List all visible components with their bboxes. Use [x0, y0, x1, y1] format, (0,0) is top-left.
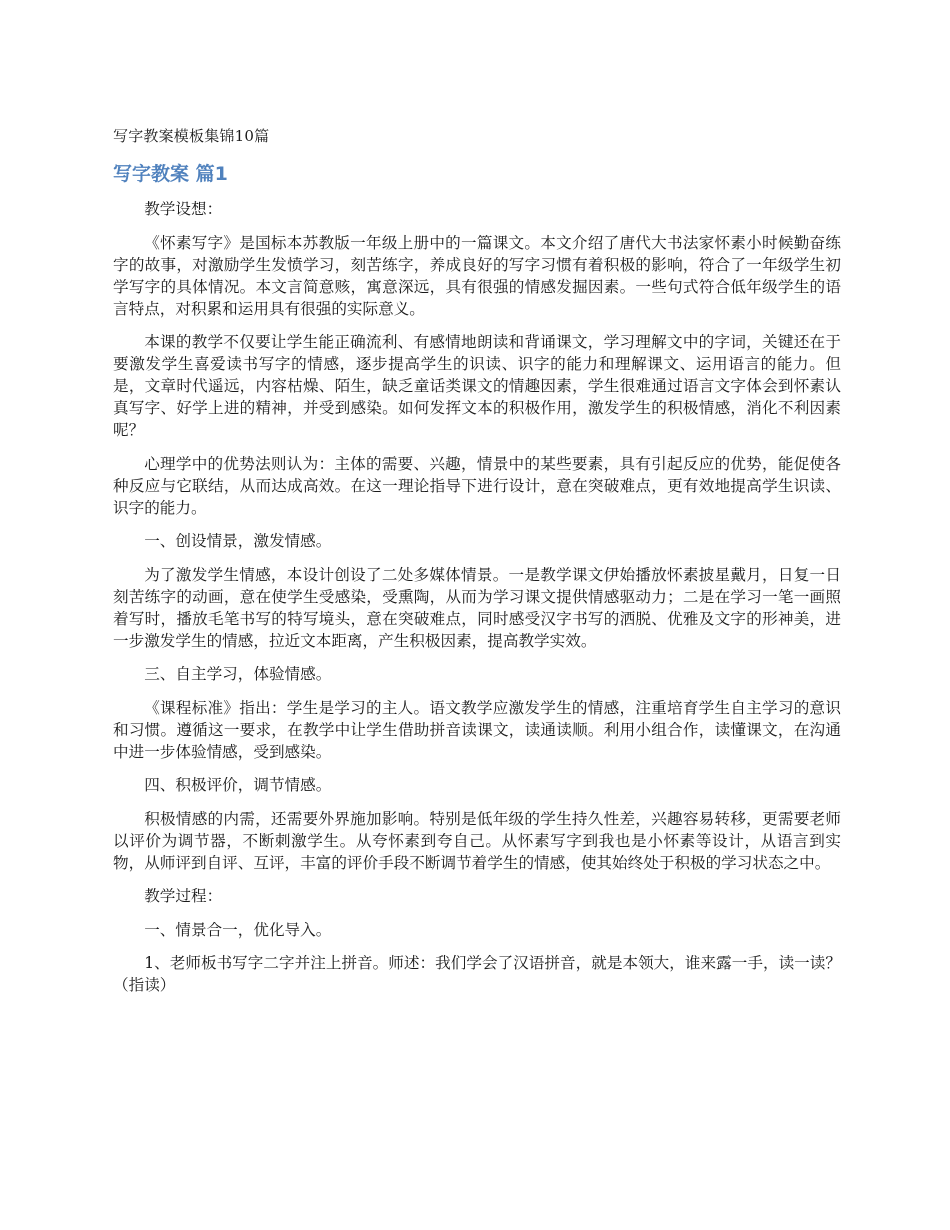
- paragraph-teaching-idea-label: 教学设想：: [144, 200, 223, 218]
- paragraph-intro: 《怀素写字》是国标本苏教版一年级上册中的一篇课文。本文介绍了唐代大书法家怀素小时候勤奋练字的故事，对激励学生发愤学习，刻苦练字，养成良好的写字习惯有着积极的影响，符合了一年级学生初学写字的具体情况。本文言简意赅，寓意深远，具有很强的情感发掘因素。一些句式符合低年级学生的语言特点，对积累和运用具有很强的实际意义。: [113, 233, 841, 318]
- paragraph-teaching-goal: 本课的教学不仅要让学生能正确流利、有感情地朗读和背诵课文，学习理解文中的字词，关键还在于要激发学生喜爱读书写字的情感，逐步提高学生的识读、识字的能力和理解课文、运用语言的能力。但是，文章时代遥远，内容枯燥、陌生，缺乏童话类课文的情趣因素，学生很难通过语言文字体会到怀素认真写字、好学上进的精神，并受到感染。如何发挥文本的积极作用，激发学生的积极情感，消化不利因素呢？: [113, 333, 841, 439]
- paragraph-curriculum: 《课程标准》指出：学生是学习的主人。语文教学应激发学生的情感，注重培育学生自主学习的意识和习惯。遵循这一要求，在教学中让学生借助拼音读课文，读通读顺。利用小组合作，读懂课文，在沟通中进一步体验情感，受到感染。: [113, 698, 841, 761]
- paragraph-heading-3: 三、自主学习，体验情感。: [144, 665, 332, 683]
- paragraph-process-heading-1: 一、情景合一，优化导入。: [144, 920, 332, 939]
- paragraph-heading-4: 四、积极评价，调节情感。: [144, 776, 332, 794]
- section-heading: 写字教案 篇1: [113, 163, 228, 185]
- paragraph-heading-1: 一、创设情景，激发情感。: [144, 532, 332, 550]
- paragraph-multimedia: 为了激发学生情感，本设计创设了二处多媒体情景。一是教学课文伊始播放怀素披星戴月，日复一日刻苦练字的动画，意在使学生受感染，受熏陶，从而为学习课文提供情感驱动力；二是在学习一笔一画照着写时，播放毛笔书写的特写境头，意在突破难点，同时感受汉字书写的洒脱、优雅及文字的形神美，进一步激发学生的情感，拉近文本距离，产生积极因素，提高教学实效。: [113, 565, 841, 650]
- document-page: [113, 124, 841, 1008]
- paragraph-step-1: 1、老师板书写字二字并注上拼音。师述：我们学会了汉语拼音，就是本领大，谁来露一手，读一读？（指读）: [113, 954, 841, 994]
- paragraph-evaluation: 积极情感的内需，还需要外界施加影响。特别是低年级的学生持久性差，兴趣容易转移，更需要老师以评价为调节器，不断刺激学生。从夸怀素到夸自己。从怀素写字到我也是小怀素等设计，从语言到实物，从师评到自评、互评，丰富的评价手段不断调节着学生的情感，使其始终处于积极的学习状态之中。: [113, 809, 841, 872]
- paragraph-psychology: 心理学中的优势法则认为：主体的需要、兴趣，情景中的某些要素，具有引起反应的优势，能促使各种反应与它联结，从而达成高效。在这一理论指导下进行设计，意在突破难点，更有效地提高学生识读、识字的能力。: [113, 454, 841, 517]
- paragraph-process-label: 教学过程：: [144, 887, 223, 905]
- document-title: 写字教案模板集锦10篇: [113, 127, 270, 145]
